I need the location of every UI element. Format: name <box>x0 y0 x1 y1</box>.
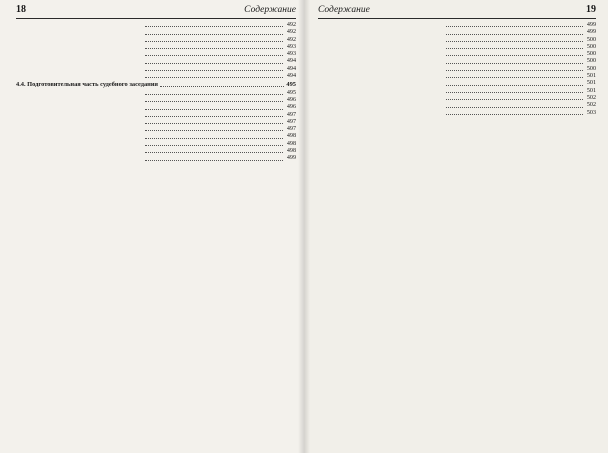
toc-entry <box>16 104 296 111</box>
toc-entry <box>318 73 596 80</box>
toc-entry-page: 492 <box>286 36 296 43</box>
toc-entry-page: 494 <box>286 65 296 72</box>
dot-leader <box>145 70 283 71</box>
dot-leader <box>145 138 283 139</box>
section-page: 495 <box>286 81 296 89</box>
toc-entry <box>16 155 296 162</box>
toc-entry <box>318 22 596 29</box>
toc-entry-page: 492 <box>286 29 296 36</box>
dot-leader <box>145 26 283 27</box>
dot-leader <box>145 152 283 153</box>
toc-entry-page: 500 <box>586 36 596 43</box>
toc-entry-page: 500 <box>586 65 596 72</box>
dot-leader <box>145 101 283 102</box>
toc-entry <box>318 80 596 87</box>
dot-leader <box>446 63 583 64</box>
dot-leader <box>446 70 583 71</box>
dot-leader <box>145 109 283 110</box>
toc-entry <box>318 102 596 109</box>
toc-entry <box>16 97 296 104</box>
toc-entry-page: 494 <box>286 73 296 80</box>
toc-entry-page: 494 <box>286 58 296 65</box>
dot-leader <box>145 94 283 95</box>
toc-entry-page: 498 <box>286 140 296 147</box>
toc-entry-page: 492 <box>286 22 296 28</box>
dot-leader <box>446 85 583 86</box>
toc-entry-page: 501 <box>586 87 596 94</box>
dot-leader <box>446 55 583 56</box>
toc-entry <box>16 133 296 140</box>
toc-entry <box>318 58 596 65</box>
dot-leader <box>446 41 583 42</box>
toc-entry <box>318 37 596 44</box>
dot-leader <box>446 92 583 93</box>
dot-leader <box>446 26 583 27</box>
toc-entry <box>318 44 596 51</box>
toc-entry <box>16 141 296 148</box>
toc-entry <box>318 51 596 58</box>
toc-entry <box>318 95 596 102</box>
right-toc <box>318 22 596 117</box>
left-page-number: 18 <box>16 4 26 15</box>
toc-entry-page: 499 <box>586 29 596 36</box>
dot-leader <box>145 123 283 124</box>
dot-leader <box>446 99 583 100</box>
dot-leader <box>145 116 283 117</box>
toc-entry <box>16 58 296 65</box>
toc-entry-page: 498 <box>286 148 296 155</box>
dot-leader <box>145 55 283 56</box>
toc-entry-page: 495 <box>286 89 296 96</box>
right-running-head <box>318 4 596 19</box>
toc-entry <box>16 66 296 73</box>
toc-entry-page: 497 <box>286 118 296 125</box>
toc-entry <box>318 88 596 95</box>
toc-entry-page: 493 <box>286 51 296 58</box>
toc-entry-page: 500 <box>586 43 596 50</box>
toc-entry-page: 503 <box>586 109 596 116</box>
section-heading <box>16 81 296 88</box>
toc-entry-page: 499 <box>286 155 296 162</box>
toc-entry <box>318 110 596 117</box>
dot-leader <box>145 130 283 131</box>
toc-entry-page: 496 <box>286 104 296 111</box>
dot-leader <box>145 145 283 146</box>
dot-leader <box>145 34 283 35</box>
toc-entry <box>318 29 596 36</box>
section-title: 4.4. Подготовительная часть судебного заседания <box>16 81 159 89</box>
dot-leader <box>160 81 284 86</box>
toc-entry-page: 493 <box>286 43 296 50</box>
toc-entry <box>16 119 296 126</box>
toc-entry-page: 497 <box>286 126 296 133</box>
dot-leader <box>145 63 283 64</box>
toc-entry <box>16 29 296 36</box>
dot-leader <box>145 160 283 161</box>
left-toc <box>16 22 296 163</box>
toc-entry <box>16 44 296 51</box>
toc-entry <box>16 37 296 44</box>
toc-entry <box>16 126 296 133</box>
dot-leader <box>446 34 583 35</box>
left-running-title: Содержание <box>244 5 296 15</box>
toc-entry-page: 496 <box>286 96 296 103</box>
dot-leader <box>446 77 583 78</box>
toc-entry-page: 501 <box>586 73 596 80</box>
dot-leader <box>145 77 283 78</box>
toc-entry <box>16 112 296 119</box>
toc-entry <box>16 148 296 155</box>
toc-entry-page: 500 <box>586 58 596 65</box>
dot-leader <box>446 107 583 108</box>
dot-leader <box>145 41 283 42</box>
toc-entry <box>16 90 296 97</box>
toc-entry <box>16 51 296 58</box>
dot-leader <box>446 48 583 49</box>
toc-entry <box>16 22 296 29</box>
right-running-title: Содержание <box>318 5 370 15</box>
right-page <box>304 0 608 453</box>
toc-entry-page: 499 <box>586 22 596 28</box>
toc-entry <box>318 66 596 73</box>
right-page-number: 19 <box>586 4 596 15</box>
toc-entry-page: 502 <box>586 102 596 109</box>
left-running-head <box>16 4 296 19</box>
toc-entry-page: 500 <box>586 51 596 58</box>
dot-leader <box>446 114 583 115</box>
book-gutter <box>298 0 310 453</box>
toc-entry-page: 501 <box>586 80 596 87</box>
toc-entry <box>16 73 296 80</box>
toc-entry-page: 498 <box>286 133 296 140</box>
toc-entry-page: 502 <box>586 94 596 101</box>
dot-leader <box>145 48 283 49</box>
toc-entry-page: 497 <box>286 111 296 118</box>
